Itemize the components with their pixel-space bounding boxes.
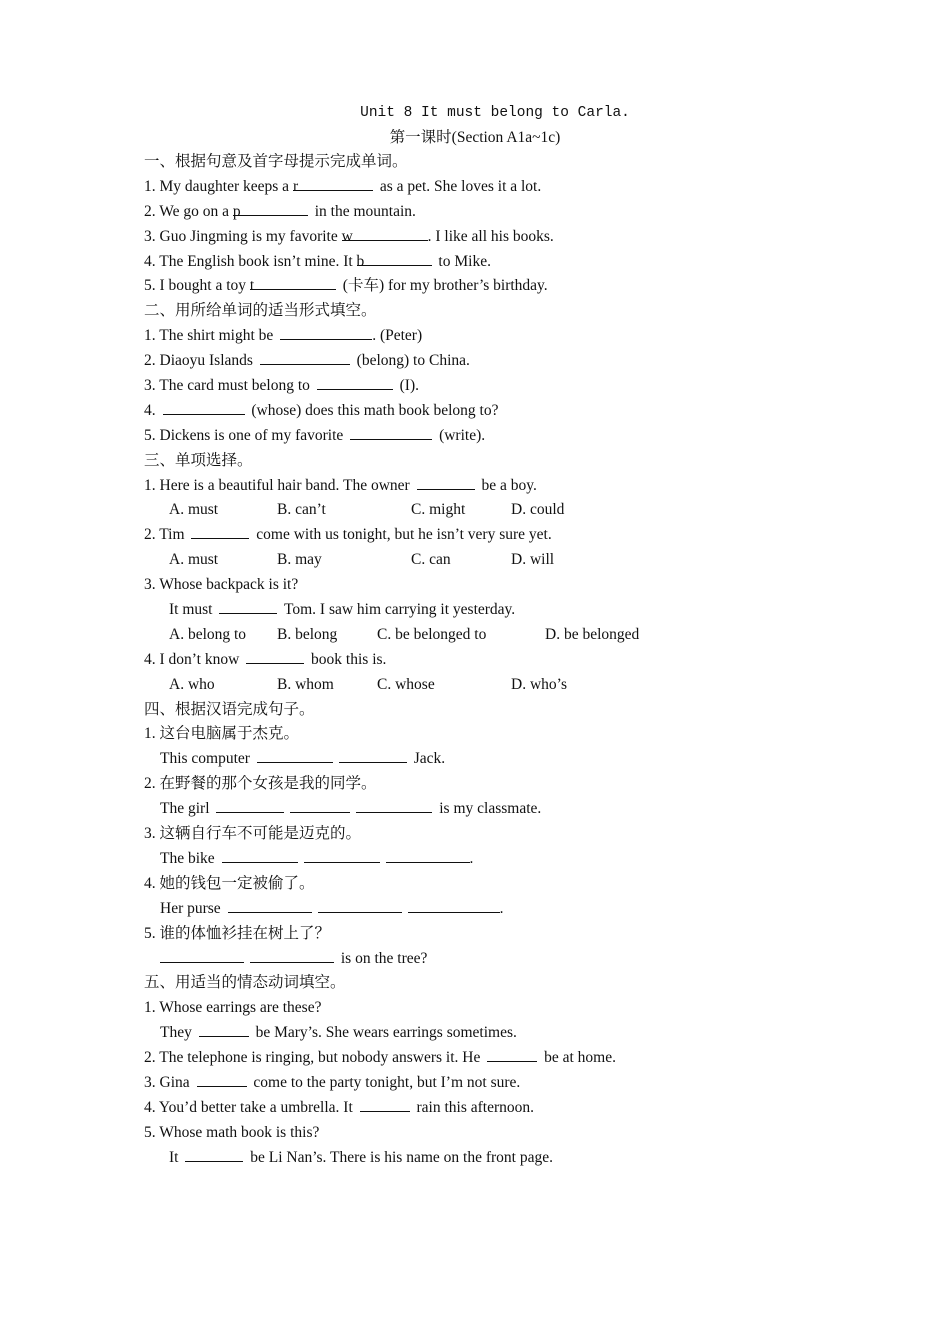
question: 4. (whose) does this math book belong to? [144,399,844,424]
question-chinese: 3. 这辆自行车不可能是迈克的。 [144,825,362,843]
question: 3. Whose backpack is it? [144,576,299,594]
question: The bike . [144,847,844,872]
answer-blank[interactable] [360,1096,410,1112]
section-heading: 一、根据句意及首字母提示完成单词。 [144,153,408,170]
option[interactable]: B. may [277,551,322,569]
option[interactable]: B. belong [277,625,338,643]
answer-blank[interactable] [228,897,312,913]
options-row [144,673,844,698]
answer-blank[interactable]: b [357,250,432,266]
options-row [144,623,844,648]
question: 1. The shirt might be . (Peter) [144,324,844,349]
answer-blank[interactable] [386,847,470,863]
answer-blank[interactable]: r [293,175,373,191]
question: 5. Dickens is one of my favorite (write). [144,424,844,449]
answer-blank[interactable] [304,847,380,863]
question: It must Tom. I saw him carrying it yesterday. [144,598,844,623]
question: 4. The English book isn’t mine. It b to Mike. [144,250,844,275]
answer-blank[interactable] [487,1046,537,1062]
question: 2. Diaoyu Islands (belong) to China. [144,349,844,374]
answer-blank[interactable] [260,349,350,365]
answer-blank[interactable] [185,1146,243,1162]
option[interactable]: C. might [411,501,466,519]
answer-blank[interactable] [163,399,245,415]
option[interactable]: A. who [169,675,215,693]
answer-blank[interactable] [356,797,432,813]
question: 3. Gina come to the party tonight, but I’m not sure. [144,1071,844,1096]
option[interactable]: D. could [511,501,565,519]
options-row [144,498,844,523]
question: 2. We go on a p in the mountain. [144,200,844,225]
page-title: Unit 8 It must belong to Carla. [360,105,630,121]
question: 1. Here is a beautiful hair band. The owner be a boy. [144,474,844,499]
option[interactable]: C. be belonged to [377,625,487,643]
option[interactable]: B. whom [277,675,334,693]
question: This computer Jack. [144,747,844,772]
question: 3. The card must belong to (I). [144,374,844,399]
question: 2. Tim come with us tonight, but he isn’t very sure yet. [144,523,844,548]
option[interactable]: C. whose [377,675,435,693]
answer-blank[interactable] [317,374,393,390]
answer-blank[interactable] [191,523,249,539]
answer-blank[interactable] [216,797,284,813]
question: They be Mary’s. She wears earrings sometimes. [144,1021,844,1046]
answer-blank[interactable] [280,324,372,340]
answer-blank[interactable] [339,747,407,763]
question: is on the tree? [144,947,844,972]
answer-blank[interactable] [250,947,334,963]
option[interactable]: A. belong to [169,625,247,643]
question: 4. I don’t know book this is. [144,648,844,673]
option[interactable]: C. can [411,551,451,569]
answer-blank[interactable] [290,797,350,813]
option[interactable]: A. must [169,501,219,519]
answer-blank[interactable] [199,1021,249,1037]
page-subtitle: 第一课时(Section A1a~1c) [389,129,561,146]
question: The girl is my classmate. [144,797,844,822]
option[interactable]: D. be belonged [545,625,640,643]
options-row [144,548,844,573]
question-chinese: 5. 谁的体恤衫挂在树上了？ [144,924,331,942]
answer-blank[interactable] [350,424,432,440]
option[interactable]: D. will [511,551,555,569]
answer-blank[interactable]: w [342,225,428,241]
question: 5. I bought a toy t (卡车) for my brother’s birthday. [144,274,844,299]
option[interactable]: D. who’s [511,675,567,693]
question: 5. Whose math book is this? [144,1123,320,1141]
section-heading: 三、单项选择。 [144,451,253,469]
answer-blank[interactable]: t [250,274,336,290]
answer-blank[interactable] [219,598,277,614]
answer-blank[interactable]: p [233,200,308,216]
question: 4. You’d better take a umbrella. It rain this afternoon. [144,1096,844,1121]
option[interactable]: A. must [169,551,219,569]
question: It be Li Nan’s. There is his name on the front page. [144,1146,844,1171]
answer-blank[interactable] [246,648,304,664]
question: 3. Guo Jingming is my favorite w . I like all his books. [144,225,844,250]
question: Her purse . [144,897,844,922]
answer-blank[interactable] [257,747,333,763]
question-chinese: 1. 这台电脑属于杰克。 [144,725,300,743]
section-heading: 五、用适当的情态动词填空。 [144,974,346,992]
option[interactable]: B. can’t [277,501,326,519]
answer-blank[interactable] [160,947,244,963]
question: 1. My daughter keeps a r as a pet. She loves it a lot. [144,175,844,200]
section-heading: 二、用所给单词的适当形式填空。 [144,302,377,320]
answer-blank[interactable] [408,897,500,913]
answer-blank[interactable] [197,1071,247,1087]
question: 2. The telephone is ringing, but nobody answers it. He be at home. [144,1046,844,1071]
section-heading: 四、根据汉语完成句子。 [144,700,315,718]
answer-blank[interactable] [318,897,402,913]
answer-blank[interactable] [417,474,475,490]
question-chinese: 2. 在野餐的那个女孩是我的同学。 [144,775,377,793]
answer-blank[interactable] [222,847,298,863]
worksheet-content [144,150,844,1171]
question: 1. Whose earrings are these? [144,999,322,1017]
question-chinese: 4. 她的钱包一定被偷了。 [144,874,315,892]
